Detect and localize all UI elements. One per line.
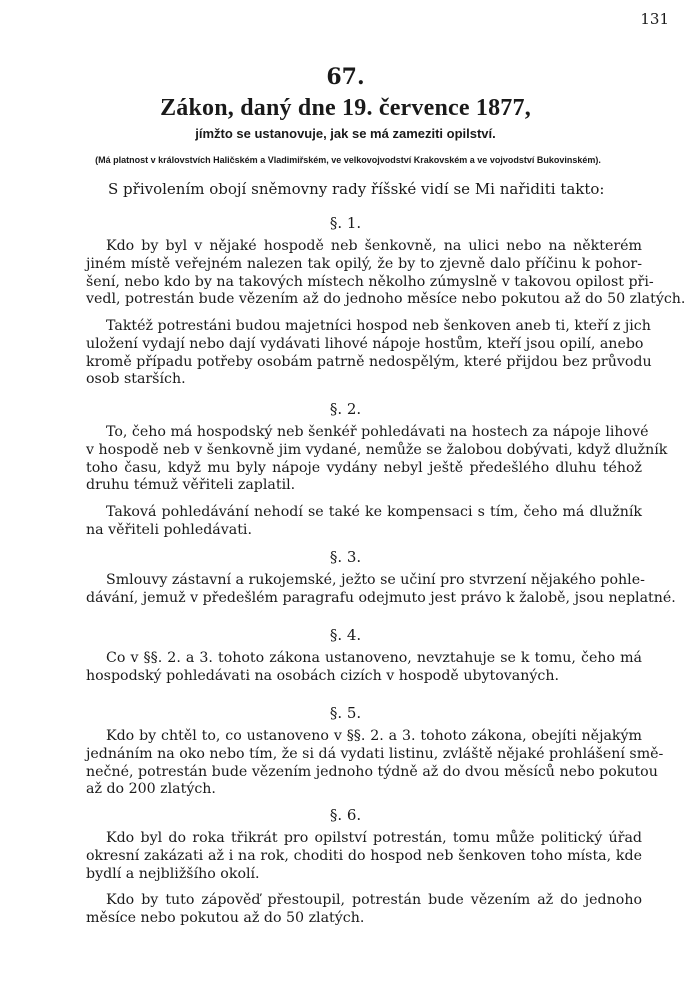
text-line: v hospodě neb v šenkovně jim vydané, nemůže se žalobou dobývati, když dlužník xyxy=(86,441,668,458)
text-line: na věřiteli pohledávati. xyxy=(86,521,252,538)
text-line: dávání, jemuž v předešlém paragrafu odejmuto jest právo k žalobě, jsou neplatné. xyxy=(86,589,676,606)
text-line: Co v §§. 2. a 3. tohoto zákona ustanoveno, nevztahuje se k tomu, čeho má xyxy=(106,650,642,666)
text-line: jednáním na oko nebo tím, že si dá vydati listinu, zvláště nějaké prohlášení smě- xyxy=(86,745,664,762)
section-1-paragraph-1 xyxy=(86,238,686,309)
text-line: šení, nebo kdo by na takových místech několho zúmyslně v takovou opilost při- xyxy=(86,273,654,290)
section-3-paragraph-1 xyxy=(86,572,676,608)
section-1-heading: §. 1. xyxy=(329,214,362,232)
law-note: (Má platnost v královstvích Haličském a Vladimiřském, ve velkovojvodství Krakovském a ve vojvodství Bukovinském). xyxy=(95,155,601,165)
section-2-heading: §. 2. xyxy=(329,400,362,418)
text-line: vedl, potrestán bude vězením až do jednoho měsíce nebo pokutou až do 50 zlatých. xyxy=(86,291,686,308)
text-line: Kdo by byl v nějaké hospodě neb šenkovně, na ulici nebo na některém xyxy=(106,238,642,254)
section-5-paragraph-1 xyxy=(86,728,664,799)
text-line: jiném místě veřejném nalezen tak opilý, že by to zjevně dalo příčinu k pohor- xyxy=(86,255,642,272)
text-line: kromě případu potřeby osobám patrně nedospělým, které přijdou bez průvodu xyxy=(86,353,652,370)
text-line: měsíce nebo pokutou až do 50 zlatých. xyxy=(86,909,365,926)
page-number: 131 xyxy=(640,10,669,28)
section-3-heading: §. 3. xyxy=(329,548,362,566)
section-1-paragraph-2 xyxy=(86,318,652,389)
text-line: Kdo by chtěl to, co ustanoveno v §§. 2. a 3. tohoto zákona, obejíti nějakým xyxy=(106,728,642,744)
text-line: osob starších. xyxy=(86,371,186,388)
text-line: Kdo byl do roka třikrát pro opilství potrestán, tomu může politický úřad xyxy=(106,830,642,846)
text-line: Kdo by tuto zápověď přestoupil, potrestán bude vězením až do jednoho xyxy=(106,892,642,908)
text-line: okresní zakázati až i na rok, choditi do hospod neb šenkoven toho místa, kde xyxy=(86,847,642,864)
text-line: bydlí a nejbližšího okolí. xyxy=(86,865,260,882)
section-5-heading: §. 5. xyxy=(329,704,362,722)
text-line: hospodský pohledávati na osobách cizích v hospodě ubytovaných. xyxy=(86,667,560,684)
text-line: Smlouvy zástavní a rukojemské, ježto se učiní pro stvrzení nějakého pohle- xyxy=(106,572,645,588)
text-line: až do 200 zlatých. xyxy=(86,781,216,798)
text-line: Taktéž potrestáni budou majetníci hospod neb šenkoven aneb ti, kteří z jich xyxy=(106,318,651,334)
text-line: Taková pohledávání nehodí se také ke kompensaci s tím, čeho má dlužník xyxy=(106,504,642,520)
law-subtitle: jímžto se ustanovuje, jak se má zameziti opilství. xyxy=(195,126,496,141)
preamble: S přivolením obojí sněmovny rady říšské vidí se Mi nařiditi takto: xyxy=(108,180,605,198)
section-2-paragraph-1 xyxy=(86,424,668,495)
section-6-paragraph-1 xyxy=(86,830,642,883)
law-title: Zákon, daný dne 19. července 1877, xyxy=(160,95,531,121)
section-6-paragraph-2 xyxy=(86,892,642,928)
text-line: To, čeho má hospodský neb šenkéř pohledávati na hostech za nápoje lihové xyxy=(106,424,649,440)
section-4-heading: §. 4. xyxy=(329,626,362,644)
section-4-paragraph-1 xyxy=(86,650,642,686)
text-line: nečné, potrestán bude vězením jednoho týdně až do dvou měsíců nebo pokutou xyxy=(86,763,658,780)
text-line: toho času, když mu byly nápoje vydány nebyl ještě předešlého dluhu téhož xyxy=(86,459,642,476)
text-line: uložení vydají nebo dají vydávati lihové nápoje hostům, kteří jsou opilí, anebo xyxy=(86,335,644,352)
text-line: druhu témuž věřiteli zaplatil. xyxy=(86,477,296,494)
section-6-heading: §. 6. xyxy=(329,806,362,824)
section-2-paragraph-2 xyxy=(86,504,642,540)
law-number: 67. xyxy=(326,64,365,90)
